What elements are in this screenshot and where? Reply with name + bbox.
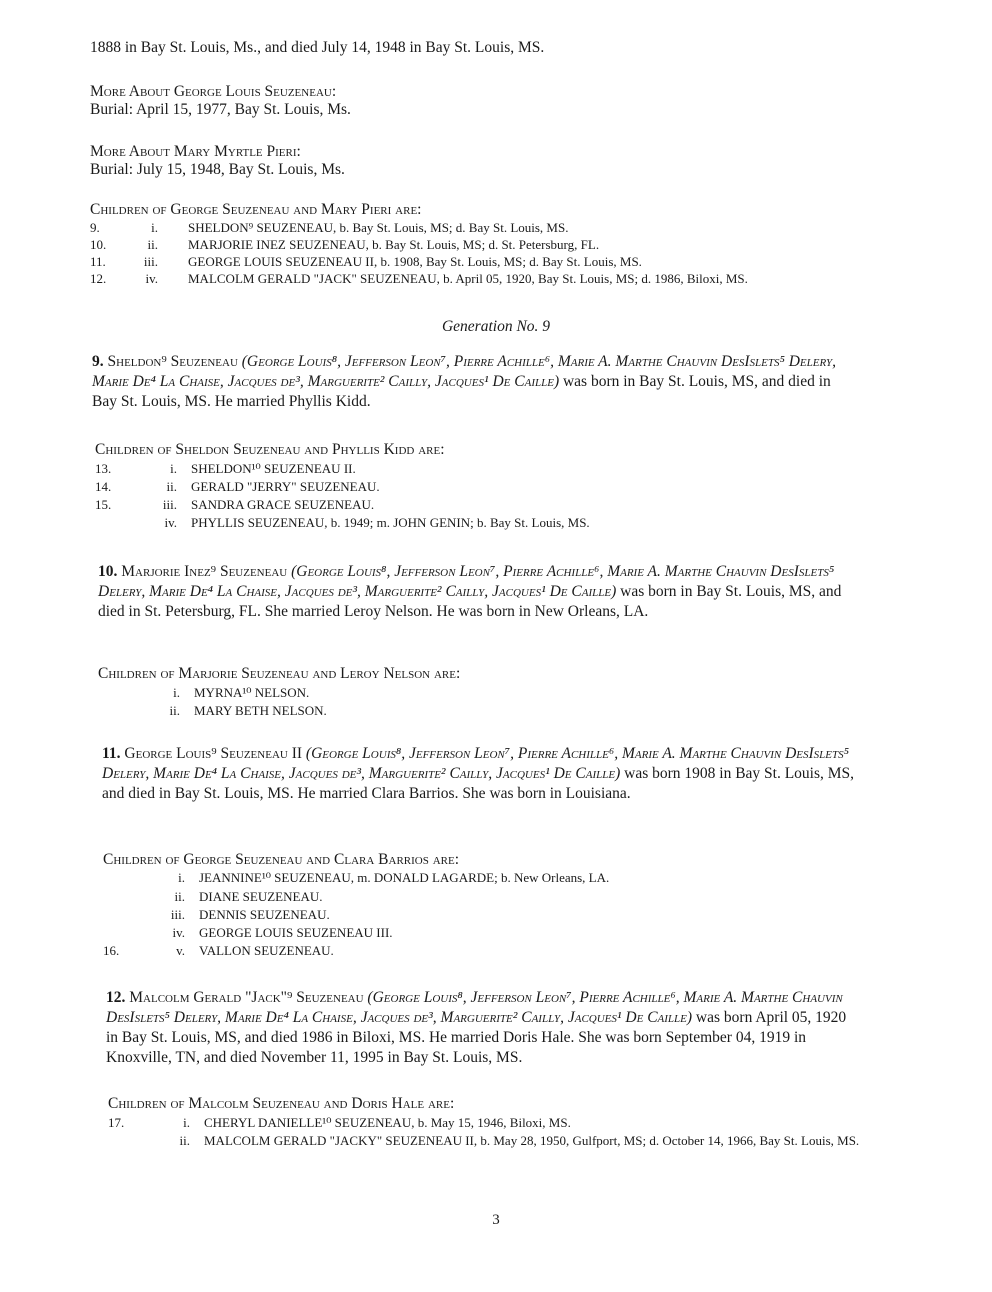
child-text: PHYLLIS SEUZENEAU, b. 1949; m. JOHN GENIN; b. Bay St. Louis, MS.	[191, 515, 590, 530]
page-number: 3	[492, 1212, 500, 1228]
child-text: GEORGE LOUIS SEUZENEAU II, b. 1908, Bay St. Louis, MS; d. Bay St. Louis, MS.	[188, 254, 642, 269]
entry-body: was born in Bay St. Louis, MS, and died in Bay St. Louis, MS. He married Phyllis Kidd.	[92, 373, 831, 410]
children-heading: Children of George Seuzeneau and Clara Barrios are:	[103, 851, 460, 868]
entry-malcolm	[106, 988, 862, 1068]
child-text: MYRNA¹⁰ NELSON.	[194, 685, 310, 700]
child-number: 12.	[90, 271, 107, 286]
child-text: VALLON SEUZENEAU.	[199, 943, 334, 958]
entry-ancestry: (George Louis⁸, Jefferson Leon⁷, Pierre Achille⁶, Marie A. Marthe Chauvin DesIslets⁵ Delery, Marie De⁴ La Chaise, Jacques de³, Marguerite² Cailly, Jacques¹ De Caille)	[92, 353, 836, 390]
children-heading: Children of Marjorie Seuzeneau and Leroy Nelson are:	[98, 665, 461, 682]
more-about-mary-heading: More About Mary Myrtle Pieri:	[90, 143, 301, 160]
entry-ancestry: (George Louis⁸, Jefferson Leon⁷, Pierre Achille⁶, Marie A. Marthe Chauvin DesIslets⁵ Delery, Marie De⁴ La Chaise, Jacques de³, Marguerite² Cailly, Jacques¹ De Caille)	[106, 989, 843, 1026]
entry-ancestry: (George Louis⁸, Jefferson Leon⁷, Pierre Achille⁶, Marie A. Marthe Chauvin DesIslets⁵ Delery, Marie De⁴ La Chaise, Jacques de³, Marguerite² Cailly, Jacques¹ De Caille)	[98, 563, 835, 600]
child-text: MARJORIE INEZ SEUZENEAU, b. Bay St. Louis, MS; d. St. Petersburg, FL.	[188, 237, 600, 252]
child-roman: iii.	[170, 907, 185, 922]
entry-sheldon	[92, 352, 852, 412]
entry-name: Marjorie Inez⁹ Seuzeneau	[121, 563, 288, 580]
child-roman: i.	[178, 870, 185, 885]
entry-body: was born in Bay St. Louis, MS, and died in St. Petersburg, FL. She married Leroy Nelson. He was born in New Orleans, LA.	[98, 583, 842, 620]
child-roman: iv.	[172, 925, 185, 940]
generation-heading: Generation No. 9	[441, 318, 551, 335]
child-roman: i.	[173, 685, 180, 700]
child-text: JEANNINE¹⁰ SEUZENEAU, m. DONALD LAGARDE; b. New Orleans, LA.	[199, 870, 610, 885]
child-roman: ii.	[147, 237, 158, 252]
child-roman: ii.	[166, 479, 177, 494]
entry-number: 11.	[102, 745, 121, 762]
entry-name: George Louis⁹ Seuzeneau II	[124, 745, 303, 762]
child-roman: iii.	[143, 254, 158, 269]
child-text: MALCOLM GERALD "JACK" SEUZENEAU, b. April 05, 1920, Bay St. Louis, MS; d. 1986, Biloxi, MS.	[188, 271, 748, 286]
more-about-george-burial: Burial: April 15, 1977, Bay St. Louis, Ms.	[90, 101, 351, 118]
child-text: MARY BETH NELSON.	[194, 703, 327, 718]
child-number: 13.	[95, 461, 112, 476]
child-number: 9.	[90, 220, 100, 235]
entry-ancestry: (George Louis⁸, Jefferson Leon⁷, Pierre Achille⁶, Marie A. Marthe Chauvin DesIslets⁵ Delery, Marie De⁴ La Chaise, Jacques de³, Marguerite² Cailly, Jacques¹ De Caille)	[102, 745, 849, 782]
child-roman: i.	[151, 220, 158, 235]
child-number: 15.	[95, 497, 112, 512]
more-about-mary-burial: Burial: July 15, 1948, Bay St. Louis, Ms.	[90, 161, 345, 178]
entry-number: 9.	[92, 353, 104, 370]
child-text: MALCOLM GERALD "JACKY" SEUZENEAU II, b. May 28, 1950, Gulfport, MS; d. October 14, 1966, Bay St. Louis, MS.	[204, 1133, 860, 1148]
child-text: SHELDON¹⁰ SEUZENEAU II.	[191, 461, 356, 476]
child-text: SANDRA GRACE SEUZENEAU.	[191, 497, 375, 512]
entry-number: 12.	[106, 989, 126, 1006]
child-number: 10.	[90, 237, 107, 252]
child-text: GEORGE LOUIS SEUZENEAU III.	[199, 925, 393, 940]
continuation-line: 1888 in Bay St. Louis, Ms., and died July 14, 1948 in Bay St. Louis, MS.	[90, 39, 545, 56]
child-roman: iii.	[162, 497, 177, 512]
child-roman: i.	[183, 1115, 190, 1130]
child-text: SHELDON⁹ SEUZENEAU, b. Bay St. Louis, MS; d. Bay St. Louis, MS.	[188, 220, 569, 235]
entry-marjorie	[98, 562, 858, 622]
child-roman: i.	[170, 461, 177, 476]
child-roman: ii.	[174, 889, 185, 904]
entry-george	[102, 744, 866, 804]
child-roman: iv.	[145, 271, 158, 286]
child-roman: ii.	[169, 703, 180, 718]
entry-body: was born April 05, 1920 in Bay St. Louis, MS, and died 1986 in Biloxi, MS. He married Doris Hale. She was born September 04, 1919 in Knoxville, TN, and died November 11, 1995 in Bay St. Louis, MS.	[106, 1009, 847, 1066]
child-number: 14.	[95, 479, 112, 494]
child-number: 17.	[108, 1115, 125, 1130]
child-roman: v.	[176, 943, 185, 958]
entry-name: Sheldon⁹ Seuzeneau	[107, 353, 238, 370]
child-text: GERALD "JERRY" SEUZENEAU.	[191, 479, 380, 494]
child-text: CHERYL DANIELLE¹⁰ SEUZENEAU, b. May 15, 1946, Biloxi, MS.	[204, 1115, 571, 1130]
entry-body: was born 1908 in Bay St. Louis, MS, and died in Bay St. Louis, MS. He married Clara Barrios. She was born in Louisiana.	[102, 765, 855, 802]
child-number: 11.	[90, 254, 106, 269]
children-heading: Children of Malcolm Seuzeneau and Doris Hale are:	[108, 1095, 455, 1112]
child-number: 16.	[103, 943, 120, 958]
child-text: DIANE SEUZENEAU.	[199, 889, 323, 904]
children-heading: Children of George Seuzeneau and Mary Pieri are:	[90, 201, 422, 218]
entry-name: Malcolm Gerald "Jack"⁹ Seuzeneau	[129, 989, 364, 1006]
child-roman: ii.	[179, 1133, 190, 1148]
more-about-george-heading: More About George Louis Seuzeneau:	[90, 83, 337, 100]
child-roman: iv.	[164, 515, 177, 530]
child-text: DENNIS SEUZENEAU.	[199, 907, 330, 922]
children-heading: Children of Sheldon Seuzeneau and Phyllis Kidd are:	[95, 441, 445, 458]
entry-number: 10.	[98, 563, 118, 580]
